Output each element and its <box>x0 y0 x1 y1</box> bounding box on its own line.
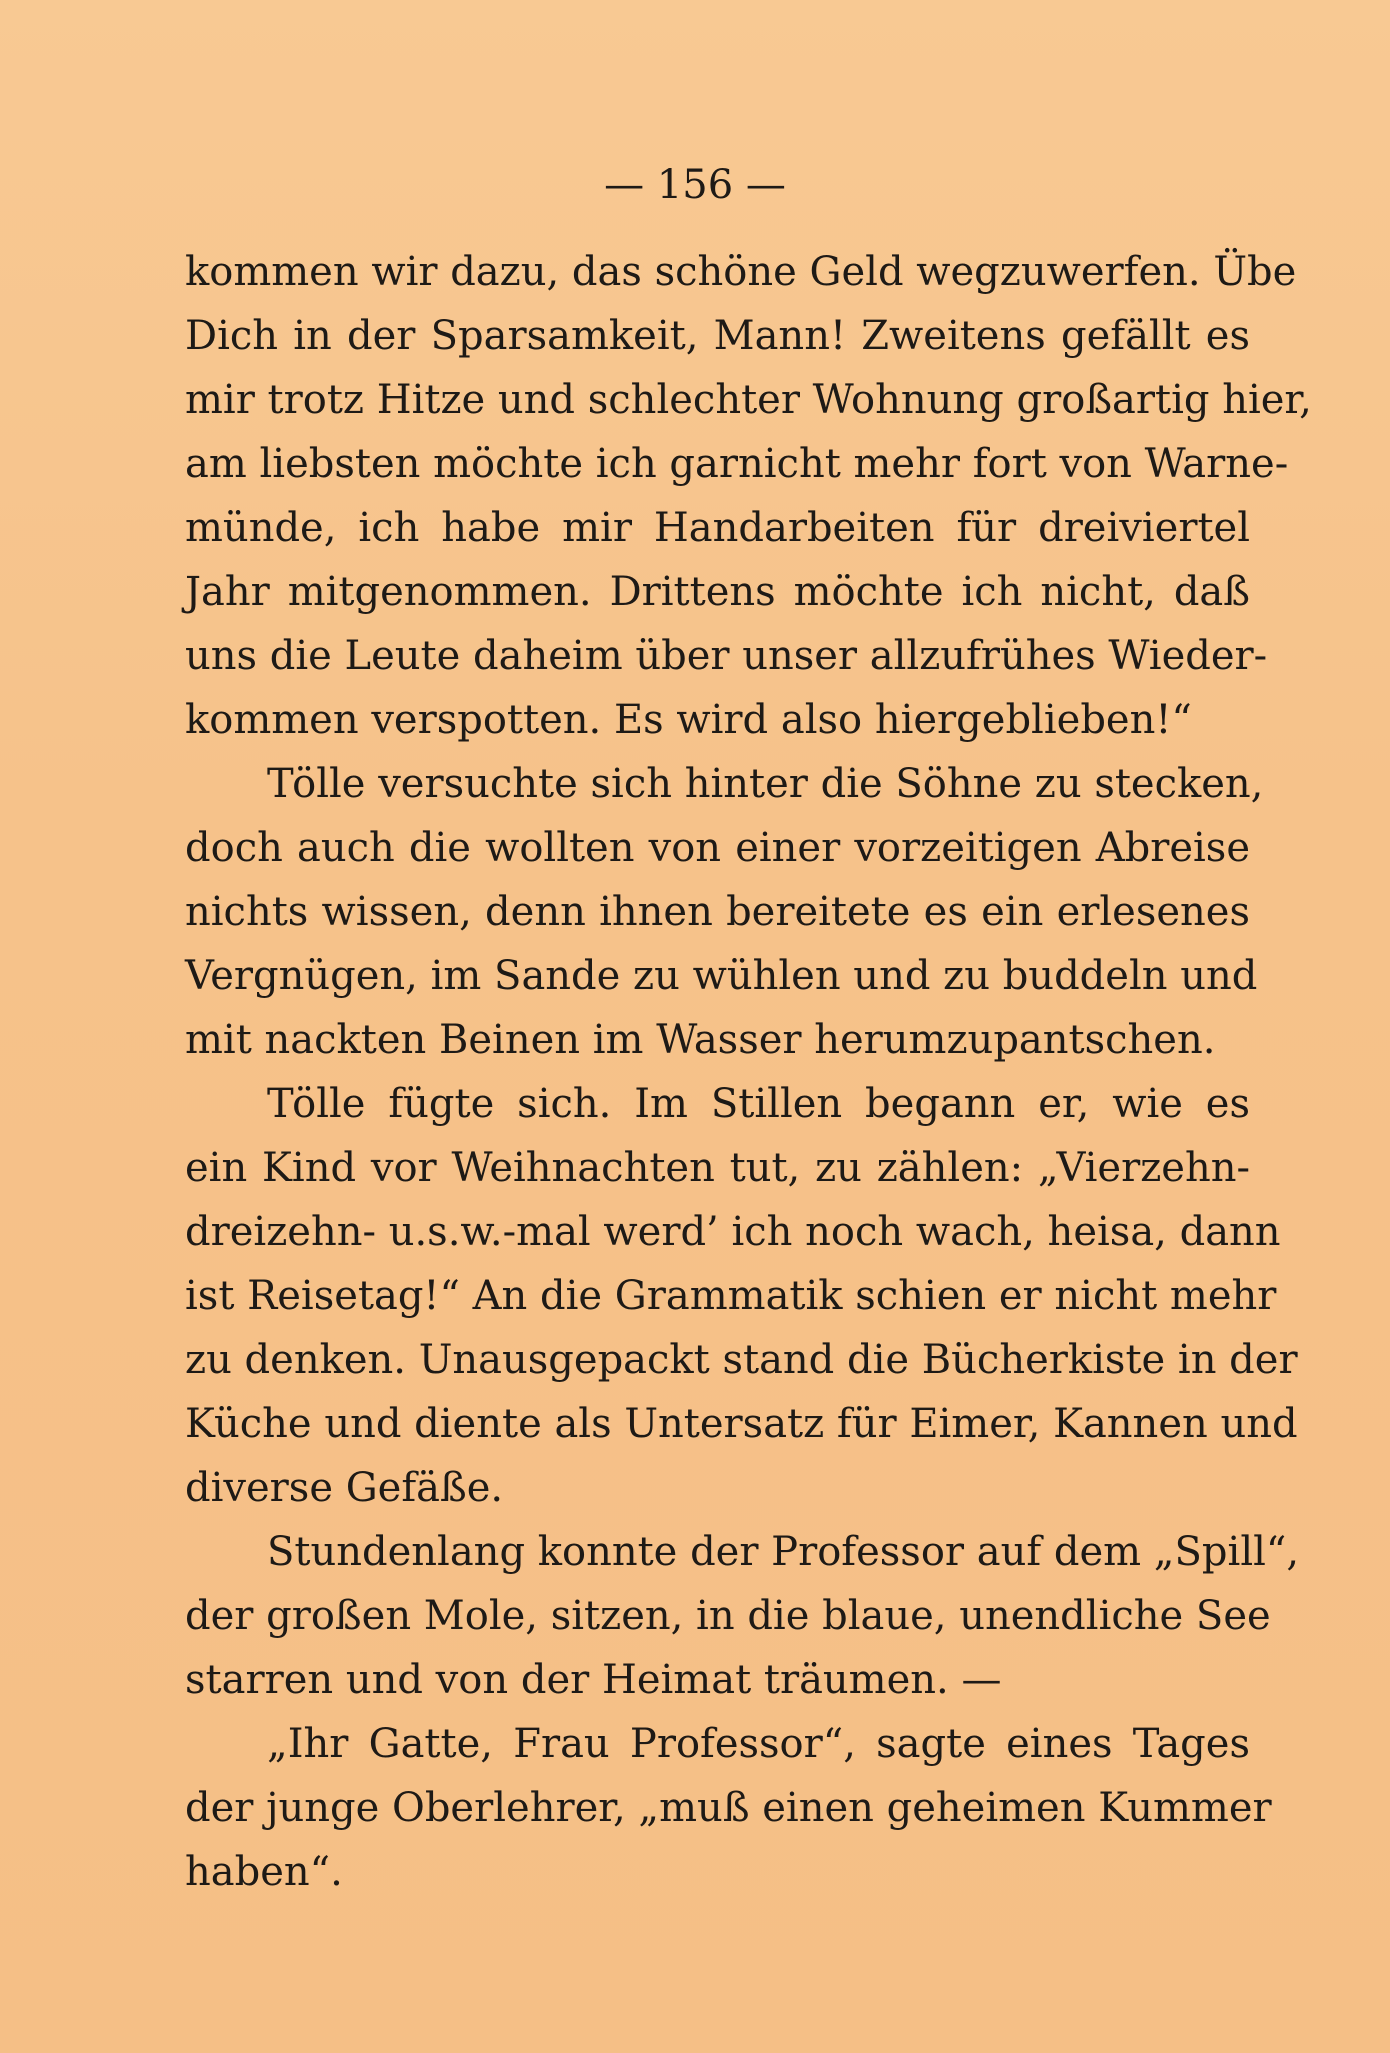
text-line: mir trotz Hitze und schlechter Wohnung großartig hier, <box>185 377 1312 423</box>
paragraph-4 <box>185 1520 1300 1712</box>
text-line: dreizehn- u.s.w.-mal werd’ ich noch wach, heisa, dann <box>185 1209 1281 1255</box>
text-line: Vergnügen, im Sande zu wühlen und zu buddeln und <box>185 953 1258 999</box>
paragraph-2 <box>185 752 1264 1072</box>
text-line: uns die Leute daheim über unser allzufrühes Wieder- <box>185 633 1268 679</box>
text-line: Tölle versuchte sich hinter die Söhne zu stecken, <box>267 761 1264 807</box>
text-line: doch auch die wollten von einer vorzeitigen Abreise <box>185 825 1250 871</box>
paragraph-1 <box>185 240 1312 752</box>
text-line: ein Kind vor Weihnachten tut, zu zählen: „Vierzehn- <box>185 1145 1250 1191</box>
paragraph-3 <box>185 1072 1298 1520</box>
text-line: nichts wissen, denn ihnen bereitete es ein erlesenes <box>185 889 1250 935</box>
text-line: diverse Gefäße. <box>185 1465 504 1511</box>
text-line: am liebsten möchte ich garnicht mehr fort von Warne- <box>185 441 1289 487</box>
text-line: haben“. <box>185 1849 343 1895</box>
text-line: kommen verspotten. Es wird also hiergeblieben!“ <box>185 697 1192 743</box>
text-line: „Ihr Gatte, Frau Professor“, sagte eines Tages <box>267 1721 1250 1767</box>
paragraph-5 <box>185 1712 1272 1904</box>
text-line: münde, ich habe mir Handarbeiten für dreiviertel <box>185 505 1250 551</box>
text-line: ist Reisetag!“ An die Grammatik schien er nicht mehr <box>185 1273 1277 1319</box>
text-line: Jahr mitgenommen. Drittens möchte ich nicht, daß <box>185 569 1250 615</box>
text-line: Stundenlang konnte der Professor auf dem „Spill“, <box>267 1529 1300 1575</box>
text-line: kommen wir dazu, das schöne Geld wegzuwerfen. Übe <box>185 249 1297 295</box>
body-text <box>185 240 1312 1904</box>
page-number: — 156 — <box>604 162 786 208</box>
text-line: der großen Mole, sitzen, in die blaue, unendliche See <box>185 1593 1271 1639</box>
text-line: Tölle fügte sich. Im Stillen begann er, wie es <box>267 1081 1250 1127</box>
text-line: der junge Oberlehrer, „muß einen geheimen Kummer <box>185 1785 1272 1831</box>
text-line: zu denken. Unausgepackt stand die Bücherkiste in der <box>185 1337 1298 1383</box>
text-line: mit nackten Beinen im Wasser herumzupantschen. <box>185 1017 1216 1063</box>
text-line: Dich in der Sparsamkeit, Mann! Zweitens gefällt es <box>185 313 1250 359</box>
text-line: starren und von der Heimat träumen. — <box>185 1657 1002 1703</box>
text-line: Küche und diente als Untersatz für Eimer, Kannen und <box>185 1401 1298 1447</box>
